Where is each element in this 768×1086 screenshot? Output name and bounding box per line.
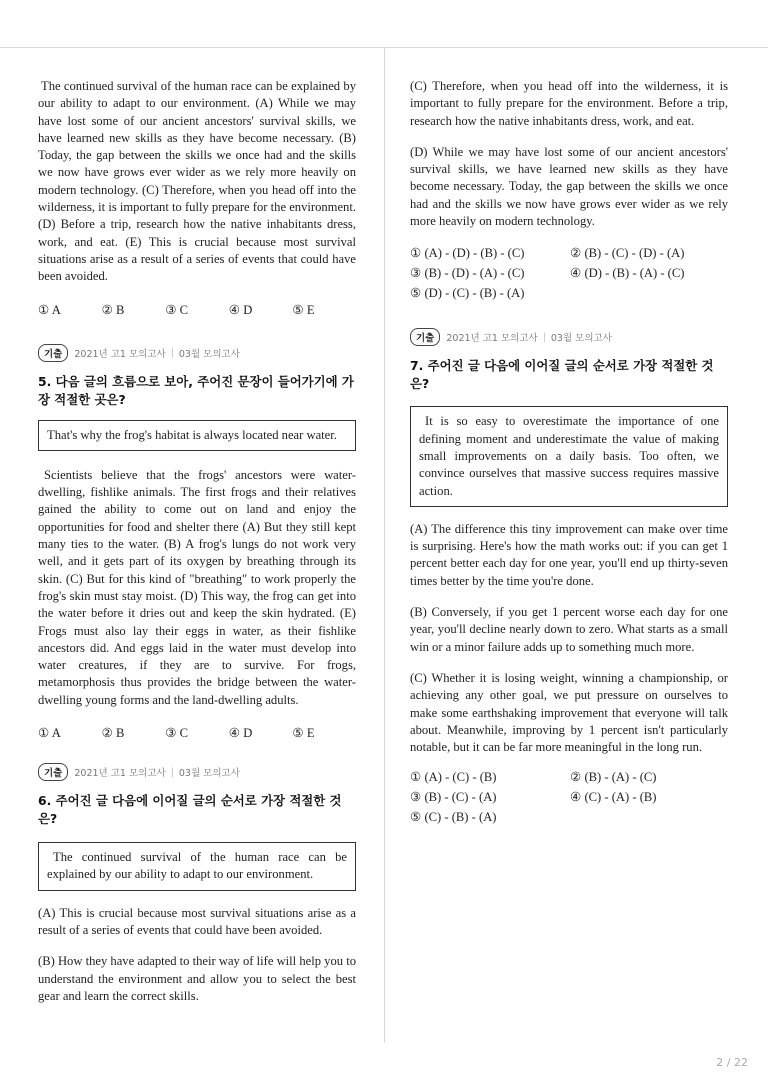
q6-choice-4[interactable]: ④ (D) - (B) - (A) - (C) bbox=[570, 266, 685, 281]
q6-para-a: (A) This is crucial because most survival situations arise as a result of a series of events that could have been avoided. bbox=[38, 905, 356, 937]
q6-choice-3[interactable]: ③ (B) - (D) - (A) - (C) bbox=[410, 266, 525, 281]
q6-choice-1[interactable]: ① (A) - (D) - (B) - (C) bbox=[410, 246, 525, 261]
q7-title: 7. 주어진 글 다음에 이어질 글의 순서로 가장 적절한 것은? bbox=[410, 358, 714, 392]
q6-choices bbox=[410, 244, 728, 302]
q7-choices bbox=[410, 768, 728, 826]
q7-given-passage: It is so easy to overestimate the importance of one defining moment and underestimate the value of making small improvements on a daily basis. Too often, we convince ourselves that massive success requires massive action. bbox=[410, 406, 728, 506]
q5-passage: Scientists believe that the frogs' ancestors were water-dwelling, fishlike animals. The first frogs and their relatives gained the ability to come out on land and enjoy the opportunities for food and shelter there (A) But they still kept many ties to the water. (B) A frog's lungs do not work very well, and it gets part of its oxygen by breathing through its skin. (C) But for this kind of "breathing" to work properly the frog's skin must stay moist. (D) This way, the frog can get into the water before it dries out and keep the skin hydrated. (E) Frogs must also lay their eggs in water, as their fishlike ancestors did. And eggs laid in the water must develop into water creatures, if they are to survive. For frogs, metamorphosis thus provides the bridge between the water-dwelling young forms and the land-dwelling adults. bbox=[38, 467, 356, 707]
q5-choices bbox=[38, 725, 356, 741]
q6-tag: 기출 bbox=[38, 763, 68, 781]
q4-choice-1[interactable]: ① A bbox=[38, 302, 61, 317]
q5-title: 5. 다음 글의 흐름으로 보아, 주어진 문장이 들어가기에 가장 적절한 곳은? bbox=[38, 373, 354, 407]
q6-para-b: (B) How they have adapted to their way of life will help you to understand the environment and allow you to select the best gear and learn the correct skills. bbox=[38, 954, 356, 1003]
q5-source bbox=[38, 344, 356, 362]
q6-given-sentence: The continued survival of the human race can be explained by our ability to adapt to our environment. bbox=[38, 842, 356, 891]
q5-source-year: 2021년 고1 모의고사 bbox=[74, 348, 166, 360]
q5-choice-1[interactable]: ① A bbox=[38, 726, 61, 741]
q7-choice-2[interactable]: ② (B) - (A) - (C) bbox=[570, 770, 657, 785]
left-column bbox=[38, 78, 356, 1005]
q4-choices bbox=[38, 302, 356, 318]
q5-choice-5[interactable]: ⑤ E bbox=[292, 726, 315, 741]
q7-para-b: (B) Conversely, if you get 1 percent worse each day for one year, you'll decline nearly down to zero. What starts as a small win or a minor failure adds up to something much more. bbox=[410, 605, 728, 654]
q4-choice-4[interactable]: ④ D bbox=[228, 302, 253, 317]
q4-choice-5[interactable]: ⑤ E bbox=[292, 302, 315, 317]
page-number: 2 / 22 bbox=[716, 1056, 748, 1069]
q5-tag: 기출 bbox=[38, 344, 68, 362]
q6-source bbox=[38, 763, 356, 781]
q7-choice-4[interactable]: ④ (C) - (A) - (B) bbox=[570, 790, 657, 805]
q7-source-year: 2021년 고1 모의고사 bbox=[446, 333, 538, 345]
q6-source-year: 2021년 고1 모의고사 bbox=[74, 768, 166, 780]
q7-para-c: (C) Whether it is losing weight, winning a championship, or achieving any other goal, we put pressure on ourselves to make some earthshaking improvement that everyone will talk about. Meanwhile, improving by 1 percent isn't particularly notable, but it can be far more meaningful in the long run. bbox=[410, 670, 728, 755]
q7-tag: 기출 bbox=[410, 328, 440, 346]
q5-source-month: 03월 모의고사 bbox=[178, 348, 240, 360]
q6-choice-5[interactable]: ⑤ (D) - (C) - (B) - (A) bbox=[410, 286, 525, 301]
q7-choice-5[interactable]: ⑤ (C) - (B) - (A) bbox=[410, 810, 497, 825]
q6-source-separator: | bbox=[170, 766, 174, 778]
q4-choice-3[interactable]: ③ C bbox=[165, 302, 189, 317]
q4-passage: The continued survival of the human race can be explained by our ability to adapt to our environment. (A) While we may have lost some of our ancient ancestors' survival skills, we have learned new skills as they have become necessary. (B) Today, the gap between the skills we once had and the skills we now have grows ever wider as we rely more heavily on modern technology. (C) Therefore, when you head off into the wilderness, it is important to fully prepare for the environment. (D) Before a trip, research how the native inhabitants dress, work, and eat. (E) This is crucial because most survival situations arise as a result of a series of events that could have been avoided. bbox=[38, 79, 356, 284]
q6-para-c: (C) Therefore, when you head off into the wilderness, it is important to fully prepare for the environment. Before a trip, research how the native inhabitants dress, work, and eat. bbox=[410, 79, 728, 128]
q6-choice-2[interactable]: ② (B) - (C) - (D) - (A) bbox=[570, 246, 685, 261]
q7-source-month: 03월 모의고사 bbox=[550, 333, 612, 345]
q5-source-separator: | bbox=[170, 347, 174, 359]
right-column bbox=[410, 78, 728, 826]
q6-title: 6. 주어진 글 다음에 이어질 글의 순서로 가장 적절한 것은? bbox=[38, 793, 342, 827]
q7-source-separator: | bbox=[542, 331, 546, 343]
q4-choice-2[interactable]: ② B bbox=[101, 302, 125, 317]
q5-choice-2[interactable]: ② B bbox=[101, 726, 125, 741]
q6-para-d: (D) While we may have lost some of our ancient ancestors' survival skills, we have learned new skills as they have become necessary. Today, the gap between the skills we once had and the skills we now have grows ever wider as we rely more heavily on modern technology. bbox=[410, 144, 728, 229]
q7-choice-1[interactable]: ① (A) - (C) - (B) bbox=[410, 770, 497, 785]
q5-choice-4[interactable]: ④ D bbox=[228, 726, 253, 741]
q6-source-month: 03월 모의고사 bbox=[178, 768, 240, 780]
column-divider bbox=[384, 48, 385, 1043]
q7-choice-3[interactable]: ③ (B) - (C) - (A) bbox=[410, 790, 497, 805]
q5-choice-3[interactable]: ③ C bbox=[165, 726, 189, 741]
q7-source bbox=[410, 328, 728, 346]
q5-given-sentence: That's why the frog's habitat is always located near water. bbox=[38, 420, 356, 451]
q7-para-a: (A) The difference this tiny improvement can make over time is surprising. Here's how the math works out: if you can get 1 percent better each day for one year, you'll end up thirty-seven times better by the time you're done. bbox=[410, 521, 728, 588]
